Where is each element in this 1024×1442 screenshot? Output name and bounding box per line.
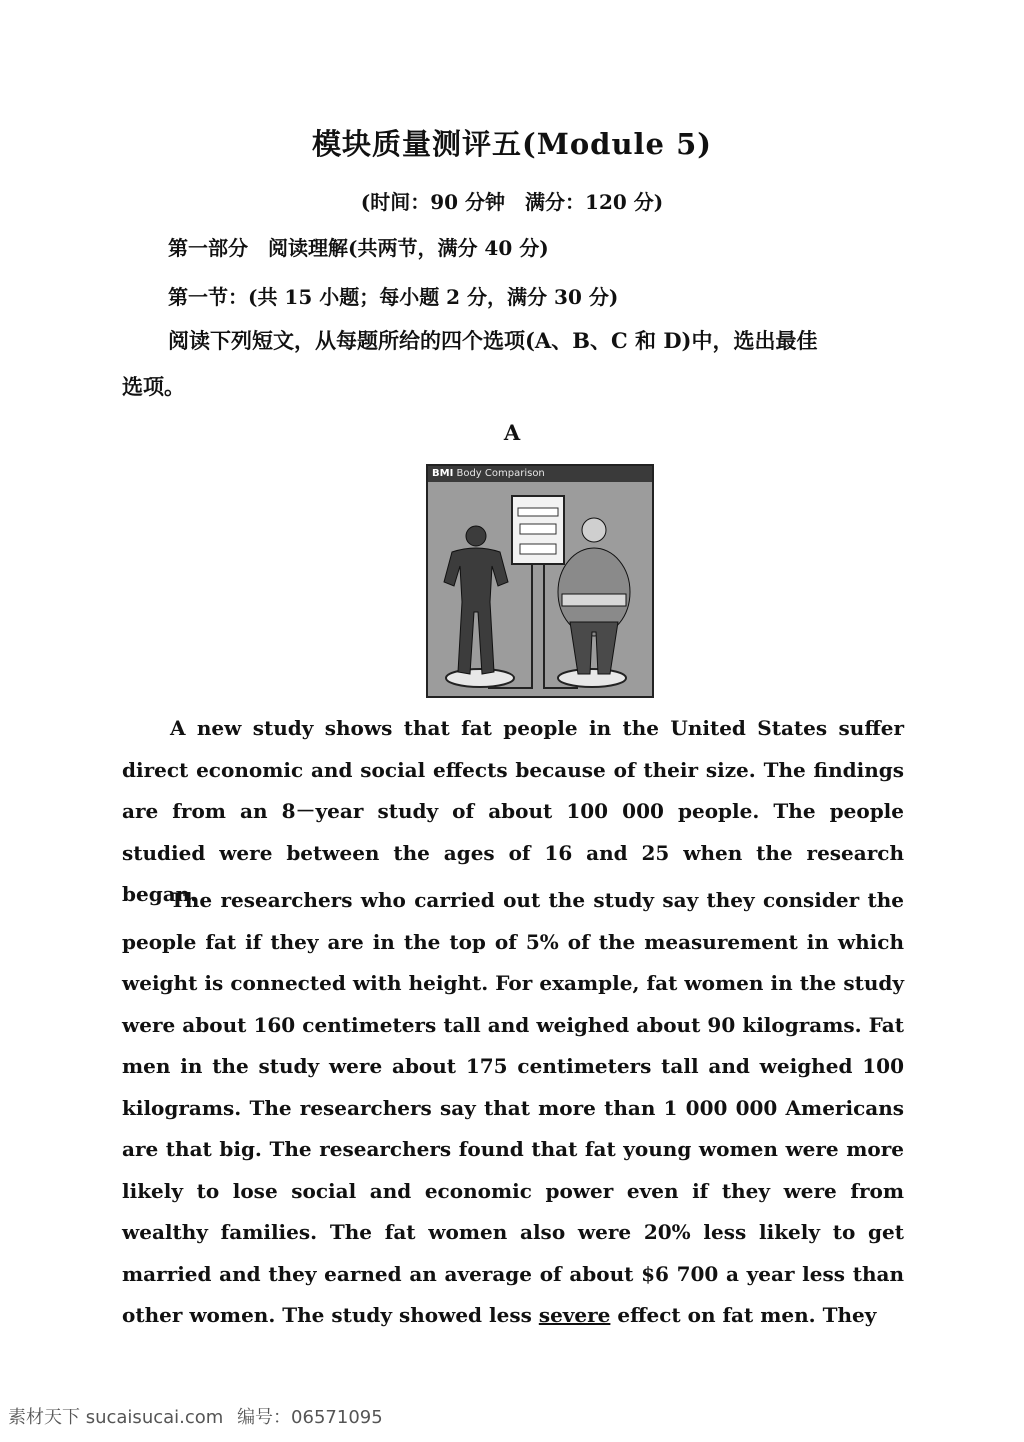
watermark-footer	[0, 1398, 1024, 1442]
right-scale-platform	[558, 669, 626, 687]
paragraph-1-text: A new study shows that fat people in the United States suffer direct economic and social effects because of their size. The findings are from an 8－year study of about 100 000 people. The people studied were between the ages of 16 and 25 when the research began.	[122, 716, 904, 906]
paragraph-2-after: effect on fat men. They	[610, 1303, 877, 1327]
instructions	[122, 318, 904, 410]
section-heading: 第一节：(共 15 小题；每小题 2 分，满分 30 分)	[168, 285, 619, 309]
passage-letter: A	[503, 420, 521, 445]
bmi-illustration	[426, 464, 654, 698]
figure-caption	[428, 466, 654, 482]
part-heading: 第一部分 阅读理解(共两节，满分 40 分)	[168, 236, 549, 260]
left-scale-platform	[446, 669, 514, 687]
bmi-drawing	[428, 482, 652, 696]
paragraph-2-text	[122, 880, 904, 1337]
underlined-word: severe	[538, 1303, 611, 1327]
figure-caption-bold: BMI	[432, 468, 454, 479]
paragraph-2-before: The researchers who carried out the study say they consider the people fat if they are in the top of 5% of the measurement in which weight is connected with height. For example, fat women in the study were about 160 centimeters tall and weighed about 90 kilograms. Fat men in the study were about 175 centimeters tall and weighed 100 kilograms. The researchers say that more than 1 000 000 Americans are that big. The researchers found that fat young women were more likely to lose social and economic power even if they were from wealthy families. The fat women also were 20% less likely to get married and they earned an average of about $6 700 a year less than other women. The study showed less	[122, 888, 904, 1327]
instruction-line-2: 选项。	[122, 374, 185, 399]
page-title: 模块质量测评五(Module 5)	[312, 127, 712, 161]
exam-time-score: (时间：90 分钟 满分：120 分)	[360, 190, 664, 214]
instruction-line-1: 阅读下列短文，从每题所给的四个选项(A、B、C 和 D)中，选出最佳	[168, 328, 818, 353]
figure-caption-rest: Body Comparison	[453, 468, 545, 479]
watermark-id: 编号：06571095	[237, 1407, 383, 1428]
watermark-site: 素材天下 sucaisucai.com	[8, 1407, 224, 1428]
passage-paragraph-2	[122, 880, 904, 1337]
